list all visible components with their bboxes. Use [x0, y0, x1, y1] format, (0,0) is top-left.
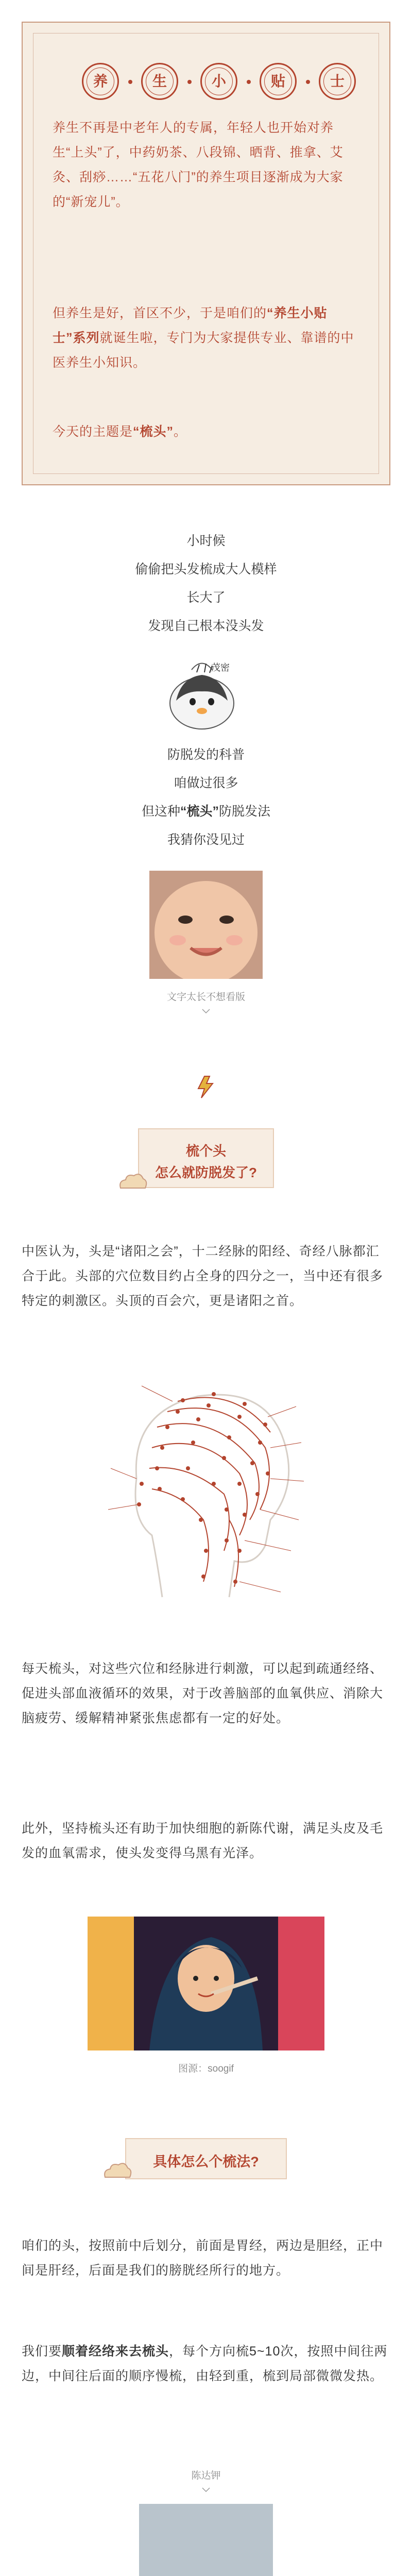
body1-paragraph-2: 每天梳头，对这些穴位和经脉进行刺激，可以起到疏通经络、促进头部血液循环的效果，对于改善脑部的血氧供应、消除大脑疲劳、缓解精神紧张焦虑都有一定的好处。: [22, 1662, 384, 1725]
poem-line-1: 小时候: [186, 534, 226, 548]
tips-dot: [306, 80, 310, 84]
section2-header: [125, 2138, 287, 2179]
poem-line-7-pre: 但这种: [141, 804, 180, 819]
body2-paragraph-2: [22, 2339, 390, 2388]
doctor-video-thumbnail[interactable]: [139, 2504, 273, 2576]
section1-title-line1: 梳个头: [185, 1143, 226, 1159]
poem-line-7: [0, 801, 412, 822]
baby-face-image: [149, 871, 263, 979]
tips-char-1: 养: [82, 63, 119, 100]
intro-inner-border: [33, 33, 379, 474]
body1-paragraph-3: 此外，坚持梳头还有助于加快细胞的新陈代谢，满足头皮及毛发的血氧需求，使头发变得乌黑有光泽。: [22, 1821, 384, 1860]
gif-caption: 图源：soogif: [178, 2063, 234, 2074]
cloud-ornament-icon: [102, 2159, 133, 2183]
cloud-ornament-icon: [117, 1170, 148, 1194]
poem-line-7-highlight: “梳头”: [180, 804, 219, 819]
poem-line-8: 我猜你没见过: [167, 833, 245, 847]
poem-line-5: 防脱发的科普: [167, 748, 245, 762]
tips-char-2: 生: [141, 63, 178, 100]
poem-line-7-post: 防脱发法: [219, 804, 271, 819]
intro-paragraph-3: [53, 419, 356, 444]
baby-caption: 文字太长不想看版: [166, 992, 245, 1003]
video-caption: 陈达钾: [191, 2470, 221, 2481]
poem-line-2: 偷偷把头发梳成大人模样: [135, 562, 277, 577]
tips-dot: [247, 80, 251, 84]
section1-title-line2: 怎么就防脱发了?: [155, 1165, 257, 1180]
body2-paragraph-1: 咱们的头，按照前中后划分，前面是胃经，两边是胆经，正中间是肝经，后面是我们的膀胱经所行的地方。: [22, 2239, 384, 2278]
intro-card: [22, 22, 390, 485]
chevron-down-icon: [202, 2486, 210, 2491]
poem-line-6: 咱做过很多: [174, 776, 238, 790]
body2-p2-text: 我们要: [22, 2344, 62, 2359]
intro-p3-text: 今天的主题是: [53, 425, 133, 439]
section2-title: 具体怎么个梳法?: [153, 2154, 259, 2170]
body2-p2-text-end: ，每个方向梳5~10次，按照中间往两边，中间往后面的顺序慢梳，由轻到重，梳到局部微微发热。: [22, 2344, 388, 2383]
tips-char-4: 贴: [260, 63, 297, 100]
intro-p3-highlight: “梳头”: [133, 425, 174, 439]
intro-p2-text: 但养生是好，首区不少，于是咱们的: [53, 306, 267, 320]
intro-p2-highlight: “养生小贴士”系列: [53, 306, 328, 345]
poem-line-4: 发现自己根本没头发: [148, 619, 264, 633]
intro-paragraph-2: [53, 301, 356, 375]
chevron-down-icon: [202, 1007, 210, 1012]
head-acupoint-diagram: [100, 1365, 312, 1613]
lightning-icon: [193, 1074, 219, 1100]
poem-line-3: 长大了: [186, 590, 226, 605]
intro-p2-text-end: 就诞生啦，专门为大家提供专业、靠谱的中医养生小知识。: [53, 331, 354, 370]
intro-p3-text-end: 。: [174, 425, 187, 439]
section1-header: [138, 1128, 274, 1188]
body2-p2-highlight: 顺着经络来去梳头: [62, 2344, 169, 2359]
sticker-text: 茂密: [211, 663, 230, 673]
intro-paragraph-1: 养生不再是中老年人的专属，年轻人也开始对养生“上头”了，中药奶茶、八段锦、晒背、推拿、艾灸、刮痧……“五花八门”的养生项目逐渐成为大家的“新宠儿”。: [53, 121, 344, 209]
tips-char-3: 小: [200, 63, 237, 100]
penguin-sticker-image: [161, 654, 243, 732]
tips-char-5: 士: [319, 63, 356, 100]
combing-gif-image: [88, 1917, 324, 2050]
tips-dot: [187, 80, 192, 84]
tips-dot: [128, 80, 132, 84]
body1-paragraph-1: 中医认为，头是“诸阳之会”，十二经脉的阳经、奇经八脉都汇合于此。头部的穴位数目约占全身的四分之一，当中还有很多特定的刺激区。头顶的百会穴，更是诸阳之首。: [22, 1244, 384, 1308]
